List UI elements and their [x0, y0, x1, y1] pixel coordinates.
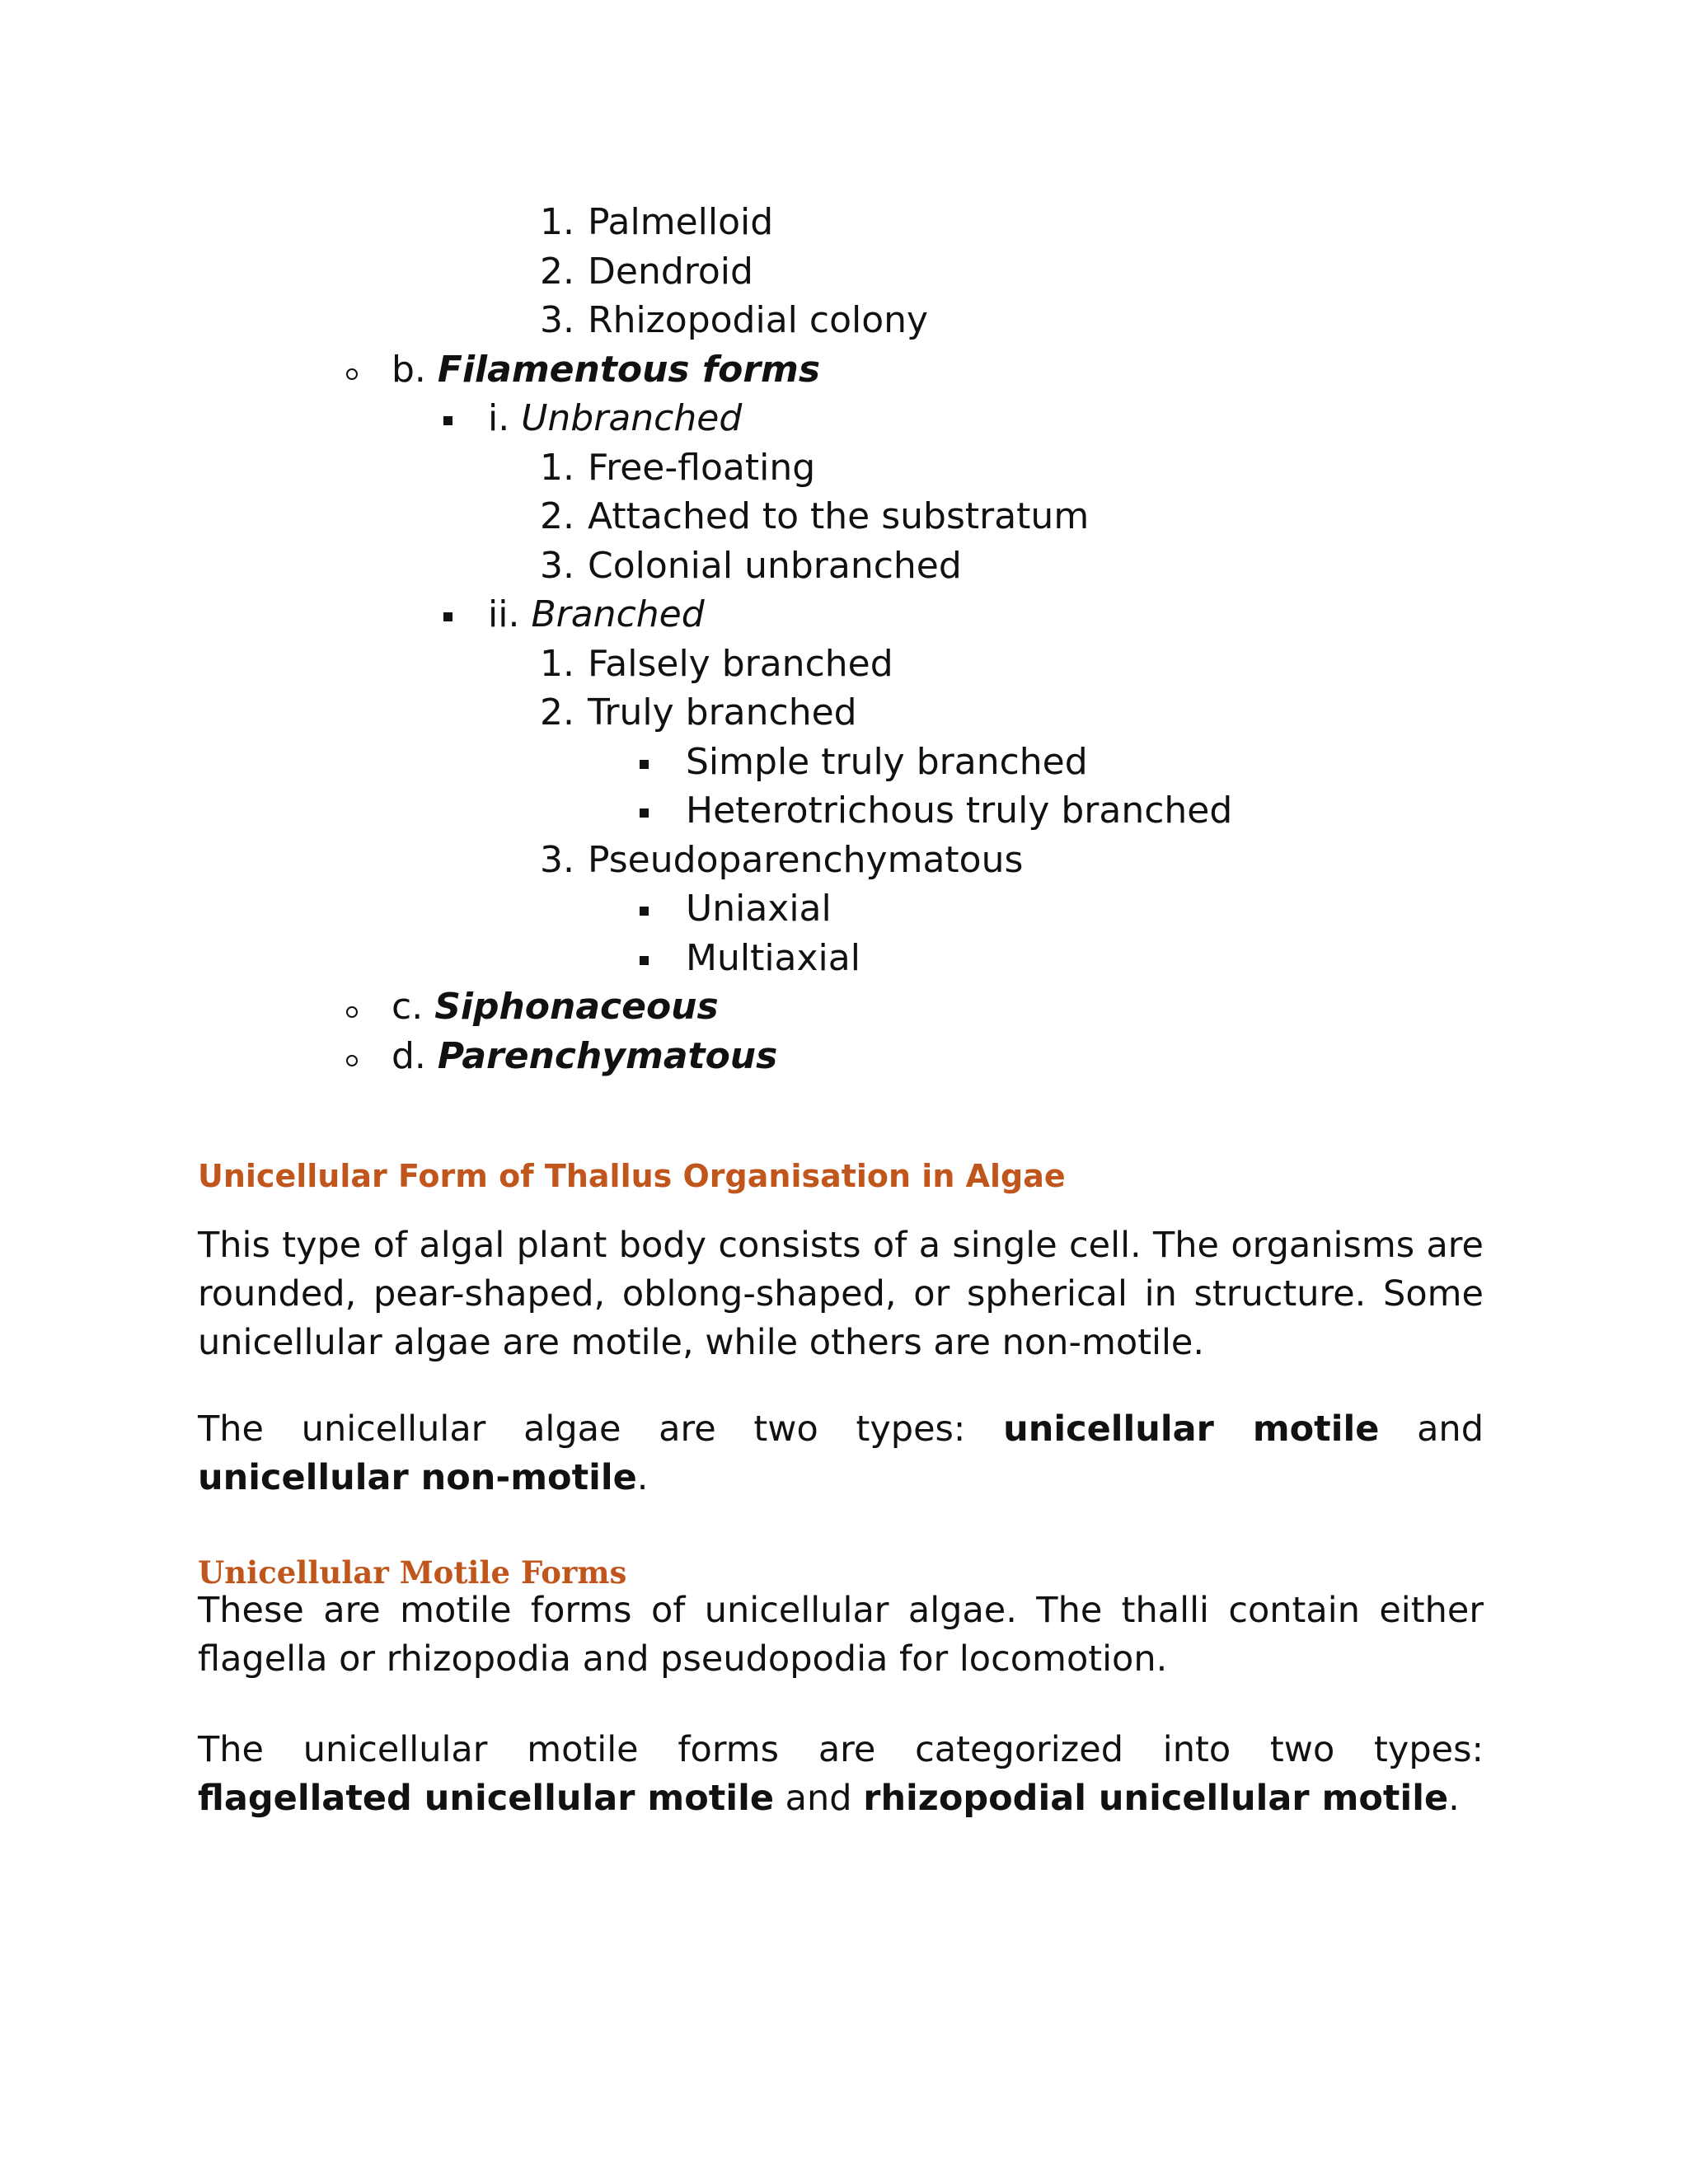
subsection-paragraph-2	[198, 1726, 1484, 1823]
circle-bullet-icon	[346, 1055, 358, 1066]
item-label: Pseudoparenchymatous	[588, 839, 1024, 881]
outline-item-free-floating	[540, 443, 816, 493]
outline-item-unbranched	[488, 394, 742, 443]
item-number: 1.	[540, 447, 574, 489]
para-text: and	[773, 1778, 864, 1819]
para-text: The unicellular algae are two types:	[198, 1408, 1004, 1450]
outline-item-attached	[540, 492, 1090, 541]
outline-item-branched	[488, 590, 705, 640]
item-label: Attached to the substratum	[588, 495, 1090, 537]
outline-item-truly-branched	[540, 688, 857, 738]
item-letter: c.	[392, 986, 424, 1028]
item-roman: i.	[488, 397, 510, 439]
outline-item-heterotrichous: Heterotrichous truly branched	[686, 790, 1233, 832]
outline-item-siphonaceous	[392, 982, 719, 1032]
item-label: Branched	[531, 593, 705, 635]
item-label: Free-floating	[588, 447, 816, 489]
outline-item-colonial-unbranched	[540, 541, 962, 591]
square-bullet-icon	[640, 956, 649, 965]
para-text: .	[636, 1457, 649, 1498]
item-label: Falsely branched	[588, 643, 893, 685]
item-label: Filamentous forms	[437, 349, 821, 391]
outline-item-parenchymatous	[392, 1032, 777, 1081]
outline-item-uniaxial: Uniaxial	[686, 888, 832, 930]
circle-bullet-icon	[346, 1006, 358, 1018]
item-label: Truly branched	[588, 691, 857, 733]
section-heading: Unicellular Form of Thallus Organisation in Algae	[198, 1158, 1066, 1194]
para-text: and	[1379, 1408, 1484, 1450]
item-number: 3.	[540, 545, 574, 587]
outline-item-dendroid	[540, 247, 753, 297]
item-roman: ii.	[488, 593, 520, 635]
bold-term: flagellated unicellular motile	[198, 1778, 774, 1819]
item-label: Palmelloid	[588, 201, 774, 243]
outline-item-multiaxial: Multiaxial	[686, 937, 860, 979]
item-number: 2.	[540, 691, 574, 733]
item-label: Siphonaceous	[434, 986, 719, 1028]
subsection-heading: Unicellular Motile Forms	[198, 1554, 627, 1591]
section-paragraph-2	[198, 1405, 1484, 1502]
square-bullet-icon	[640, 808, 649, 818]
item-label: Colonial unbranched	[588, 545, 962, 587]
subsection-paragraph-1: These are motile forms of unicellular algae. The thalli contain either flagella or rhizopodia and pseudopodia for locomotion.	[198, 1590, 1484, 1680]
item-number: 3.	[540, 299, 574, 341]
outline-item-rhizopodial-colony	[540, 296, 929, 345]
item-number: 1.	[540, 201, 574, 243]
outline-item-falsely-branched	[540, 640, 893, 689]
para-text: The unicellular motile forms are categorized into two types:	[198, 1729, 1484, 1770]
para-text: .	[1448, 1778, 1460, 1819]
item-number: 2.	[540, 495, 574, 537]
outline-item-pseudoparenchymatous	[540, 836, 1024, 885]
square-bullet-icon	[443, 612, 452, 621]
outline-item-simple-truly-branched: Simple truly branched	[686, 741, 1088, 783]
bold-term: unicellular non-motile	[198, 1457, 637, 1498]
item-label: Parenchymatous	[437, 1035, 778, 1077]
bold-term: unicellular motile	[1003, 1408, 1380, 1450]
item-letter: b.	[392, 349, 426, 391]
square-bullet-icon	[443, 416, 452, 425]
item-number: 1.	[540, 643, 574, 685]
item-label: Unbranched	[521, 397, 743, 439]
square-bullet-icon	[640, 907, 649, 916]
item-number: 2.	[540, 251, 574, 293]
bold-term: rhizopodial unicellular motile	[863, 1778, 1449, 1819]
item-letter: d.	[392, 1035, 426, 1077]
section-paragraph-1: This type of algal plant body consists of a single cell. The organisms are rounded, pear-shaped, oblong-shaped, or spherical in structure. Some unicellular algae are motile, while others are non-motile.	[198, 1225, 1484, 1363]
item-label: Dendroid	[588, 251, 753, 293]
circle-bullet-icon	[346, 368, 358, 380]
item-number: 3.	[540, 839, 574, 881]
outline-item-palmelloid	[540, 198, 774, 247]
square-bullet-icon	[640, 760, 649, 769]
item-label: Rhizopodial colony	[588, 299, 929, 341]
outline-item-filamentous-forms	[392, 345, 820, 395]
